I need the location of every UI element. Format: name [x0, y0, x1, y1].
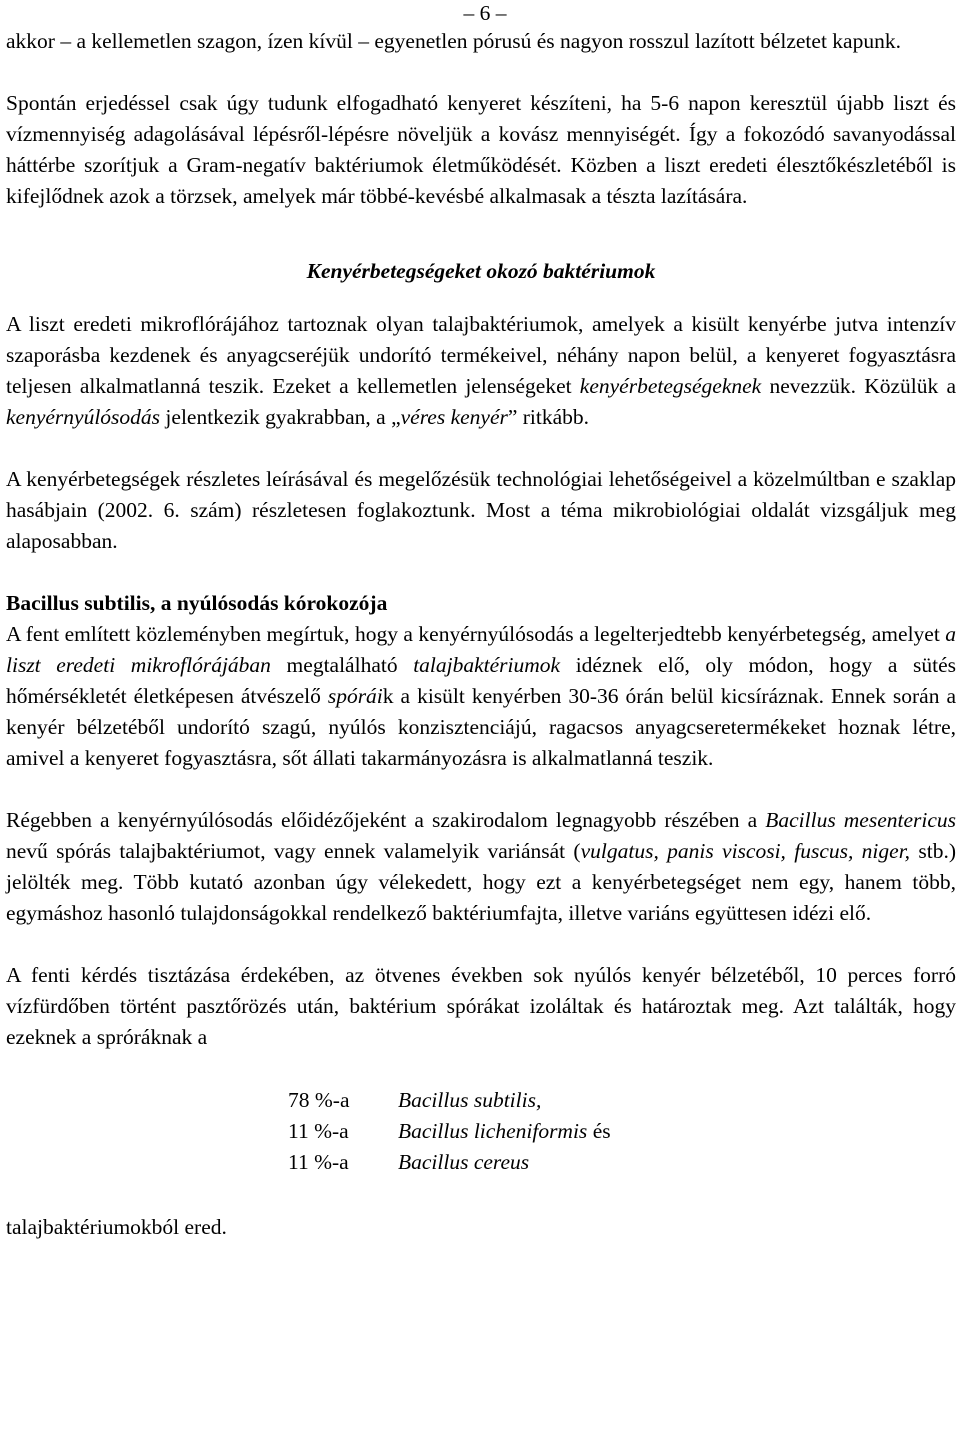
- bacillus-paragraph: A fent említett közleményben megírtuk, hogy a kenyérnyúlósodás a legelterjedtebb kenyérbetegség, amelyet a liszt eredeti mikroflórájában megtalálható talajbaktériumok idéznek elő, oly módon, hogy a sütés hőmérsékletét életképesen átvészelő spóráik a kisült kenyérben 30-36 órán belül kicsíráznak. Ennek során a kenyér bélzetéből undorító szagú, nyúlós konzisztenciájú, ragacsos anyagcseretermékeket hoznak létre, amivel a kenyeret fogyasztásra, sőt állati takarmányozásra is alkalmatlanná teszik.: [6, 622, 956, 770]
- sourdough-paragraph: Spontán erjedéssel csak úgy tudunk elfogadható kenyeret készíteni, ha 5-6 napon keresztül újabb liszt és vízmennyiség adagolásával lépésről-lépésre növeljük a kovász mennyiségét. Így a fokozódó savanyodással háttérbe szorítjuk a Gram-negatív baktériumok életműködését. Közben a liszt eredeti élesztőkészletéből is kifejlődnek azok a törzsek, amelyek már többé-kevésbé alkalmasak a tészta lazítására.: [6, 91, 956, 208]
- disease-paragraph: A liszt eredeti mikroflórájához tartoznak olyan talajbaktériumok, amelyek a kisült kenyérbe jutva intenzív szaporásba kezdenek és anyagcseréjük undorító termékeivel, néhány napon belül, a kenyeret fogyasztásra teljesen alkalmatlanná teszik. Ezeket a kellemetlen jelenségeket kenyérbetegségeknek nevezzük. Közülük a kenyérnyúlósodás jelentkezik gyakrabban, a „véres kenyér” ritkább.: [6, 312, 956, 429]
- document-page: [6, 0, 956, 1243]
- species-row: [288, 1147, 956, 1178]
- subheading: Bacillus subtilis, a nyúlósodás kórokozója: [6, 591, 388, 615]
- mesentericus-paragraph: Régebben a kenyérnyúlósodás előidézőjeként a szakirodalom legnagyobb részében a Bacillus mesentericus nevű spórás talajbaktériumot, vagy ennek valamelyik variánsát (vulgatus, panis viscosi, fuscus, niger, stb.) jelölték meg. Több kutató azonban úgy vélekedett, hogy ezt a kenyérbetegséget nem egy, hanem több, egymáshoz hasonló tulajdonságokkal rendelkező baktériumfajta, illetve variáns együttesen idézi elő.: [6, 808, 957, 925]
- spacer: [6, 1178, 956, 1212]
- reference-paragraph: A kenyérbetegségek részletes leírásával és megelőzésük technológiai lehetőségeivel a közelmúltban e szaklap hasábjain (2002. 6. szám) részletesen foglakoztunk. Most a téma mikrobiológiai oldalát vizsgáljuk meg alaposabban.: [6, 467, 956, 553]
- spacer: [6, 212, 956, 256]
- species-name: Bacillus subtilis,: [398, 1088, 542, 1112]
- species-percentage: 78 %-a: [288, 1088, 350, 1112]
- intro-paragraph: akkor – a kellemetlen szagon, ízen kívül – egyenetlen pórusú és nagyon rosszul lazított bélzetet kapunk.: [6, 29, 901, 53]
- spacer: [6, 287, 956, 309]
- closing-line: talajbaktériumokból ered.: [6, 1215, 227, 1239]
- fifties-paragraph: A fenti kérdés tisztázása érdekében, az ötvenes években sok nyúlós kenyér bélzetéből, 10 perces forró vízfürdőben történt pasztőrözés után, baktérium spórákat izoláltak és határoztak meg. Azt találták, hogy ezeknek a spróráknak a: [6, 963, 956, 1049]
- spacer: [6, 433, 956, 464]
- spacer: [6, 774, 956, 805]
- spacer: [6, 1053, 956, 1085]
- section-title: Kenyérbetegségeket okozó baktériumok: [306, 259, 656, 283]
- species-percentage: 11 %-a: [288, 1150, 349, 1174]
- species-row: 11 %-a Bacillus licheniformis és: [288, 1116, 956, 1147]
- spacer: [6, 57, 956, 88]
- spacer: [6, 929, 956, 960]
- page-number: – 6 –: [463, 1, 507, 25]
- species-row: [288, 1085, 956, 1116]
- species-percentage: 11 %-a: [288, 1119, 349, 1143]
- species-name: Bacillus cereus: [398, 1150, 530, 1174]
- species-name: Bacillus licheniformis: [398, 1119, 588, 1143]
- species-list: [288, 1085, 956, 1178]
- spacer: [6, 557, 956, 588]
